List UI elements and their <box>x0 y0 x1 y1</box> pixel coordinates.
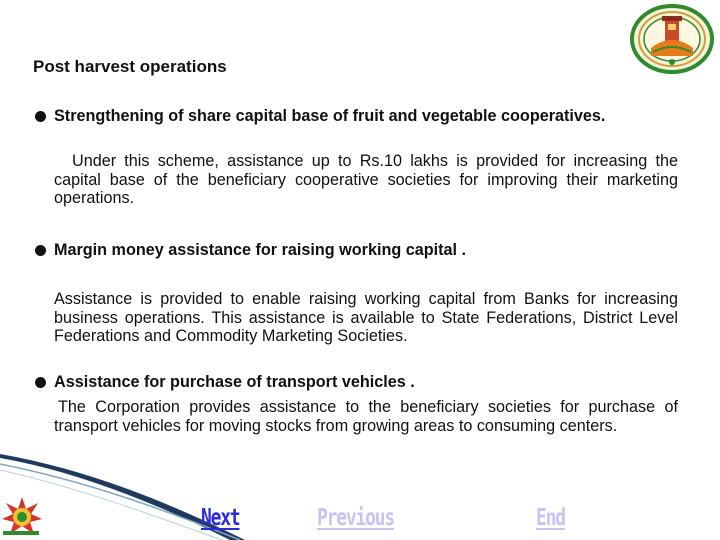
bullet-3 <box>35 377 46 388</box>
item-1-body: Under this scheme, assistance up to Rs.10 lakhs is provided for increasing the capital base of the beneficiary cooperative societies for improving their marketing operations. <box>54 152 678 208</box>
university-emblem-icon <box>629 4 715 74</box>
sun-emblem-icon <box>0 493 52 540</box>
item-2-body: Assistance is provided to enable raising working capital from Banks for increasing business operations. This assistance is available to State Federations, District Level Federations and Commodity Marketing Societies. <box>54 290 678 346</box>
item-3-heading: Assistance for purchase of transport vehicles . <box>54 373 415 391</box>
item-1-heading: Strengthening of share capital base of fruit and vegetable cooperatives. <box>54 107 606 125</box>
previous-link[interactable]: Previous <box>317 505 395 531</box>
slide-title: Post harvest operations <box>33 57 227 76</box>
item-3-body: The Corporation provides assistance to the beneficiary societies for purchase of transport vehicles for moving stocks from growing areas to consuming centers. <box>54 398 678 435</box>
bullet-2 <box>35 245 46 256</box>
bullet-1 <box>35 111 46 122</box>
item-2-heading: Margin money assistance for raising working capital . <box>54 241 466 259</box>
end-link[interactable]: End <box>536 505 565 531</box>
next-link[interactable]: Next <box>201 505 240 531</box>
